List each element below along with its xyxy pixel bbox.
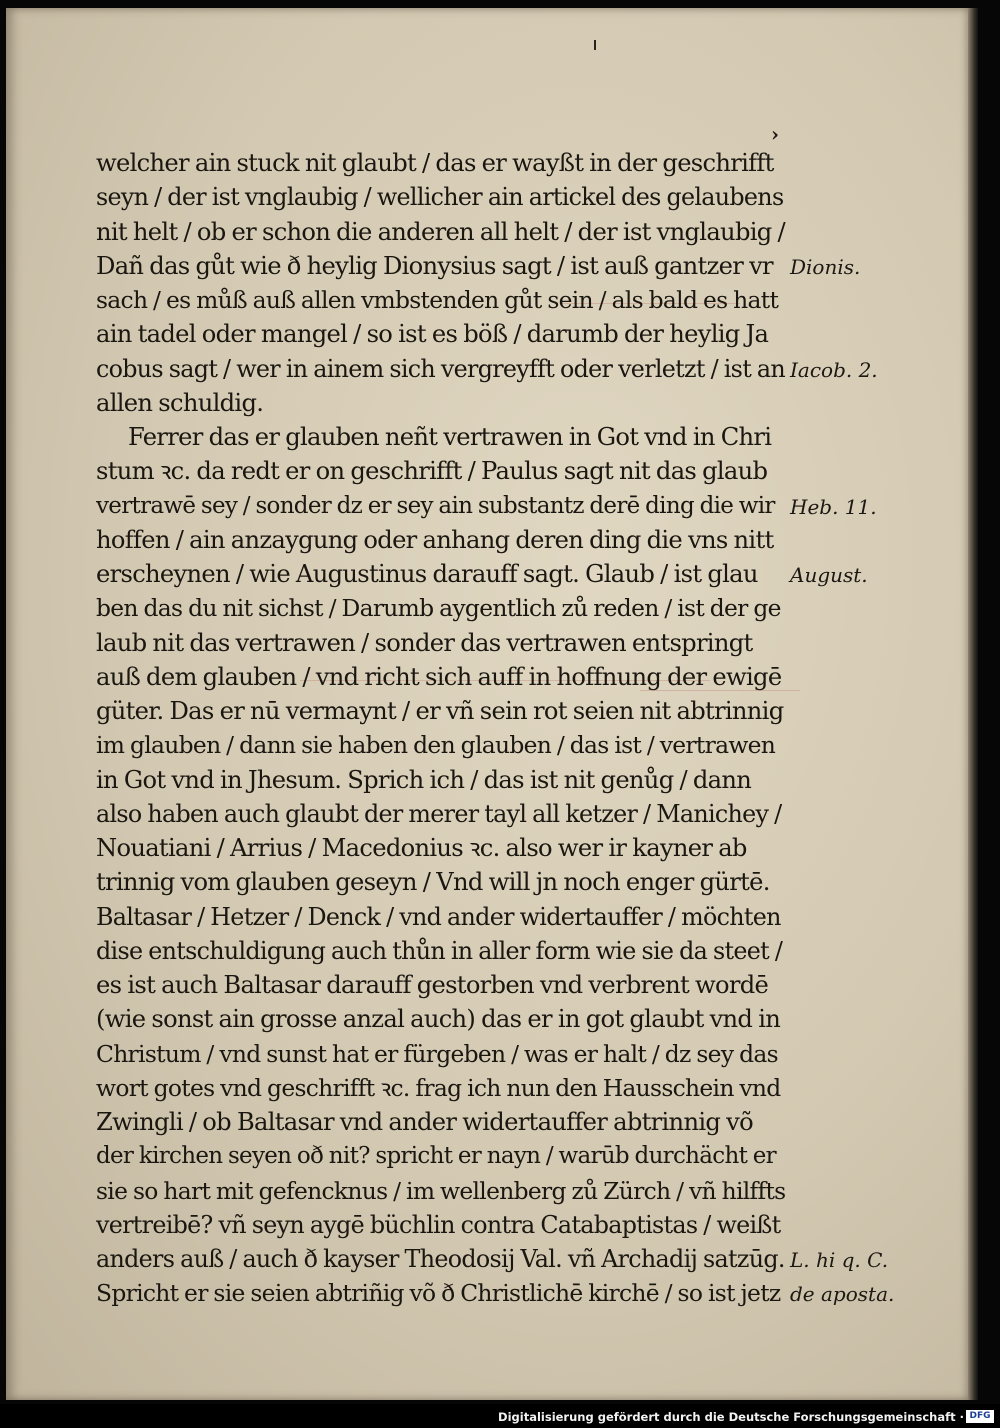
text-line: im glauben / dann sie haben den glauben / das ist / vertrawen: [96, 731, 776, 760]
margin-note: de aposta.: [790, 1282, 895, 1307]
text-line: Baltasar / Hetzer / Denck / vnd ander widertauffer / möchten: [96, 902, 781, 931]
text-line: trinnig vom glauben geseyn / Vnd will jn noch enger gürtē.: [96, 868, 770, 897]
text-line: laub nit das vertrawen / sonder das vertrawen entspringt: [96, 628, 753, 657]
margin-note: L. hi q. C.: [790, 1248, 889, 1272]
text-line: erscheynen / wie Augustinus darauff sagt. Glaub / ist glau: [96, 560, 758, 588]
text-line: in Got vnd in Jhesum. Sprich ich / das ist nit genůg / dann: [96, 765, 752, 794]
text-line: ain tadel oder mangel / so ist es böß / darumb der heylig Ja: [96, 320, 769, 349]
text-line: allen schuldig.: [96, 388, 264, 417]
text-line: anders auß / auch ð kayser Theodosij Val. vñ Archadij satzūg.: [96, 1245, 785, 1273]
text-line: Nouatiani / Arrius / Macedonius ꝛc. also wer ir kayner ab: [96, 834, 747, 862]
text-line: auß dem glauben / vnd richt sich auff in hoffnung der ewigē: [96, 662, 782, 691]
text-line: es ist auch Baltasar darauff gestorben vnd verbrent wordē: [96, 971, 769, 999]
text-line: sach / es můß auß allen vmbstenden gůt sein / als bald es hatt: [96, 286, 779, 314]
text-line: hoffen / ain anzaygung oder anhang deren ding die vns nitt: [96, 525, 774, 554]
text-line: Dañ das gůt wie ð heylig Dionysius sagt / ist auß gantzer vr: [96, 251, 773, 280]
text-line: Spricht er sie seien abtriñig võ ð Christlichē kirchē / so ist jetz: [96, 1279, 781, 1308]
text-line: wort gotes vnd geschrifft ꝛc. frag ich nun den Hausschein vnd: [96, 1073, 781, 1102]
text-line: vertreibē? vñ seyn aygē büchlin contra Catabaptistas / weißt: [96, 1210, 781, 1239]
text-line: cobus sagt / wer in ainem sich vergreyfft oder verletzt / ist an: [96, 354, 786, 383]
text-line: Christum / vnd sunst hat er fürgeben / was er halt / dz sey das: [96, 1039, 778, 1068]
top-mark: [594, 40, 596, 50]
text-line: nit helt / ob er schon die anderen all helt / der ist vnglaubig /: [96, 217, 785, 246]
margin-note: Iacob. 2.: [790, 357, 878, 382]
text-line: ben das du nit sichst / Darumb aygentlich zů reden / ist der ge: [96, 594, 781, 623]
footer-separator: ·: [959, 1410, 964, 1424]
text-line: güter. Das er nū vermaynt / er vñ sein rot seien nit abtrinnig: [96, 697, 784, 725]
footer-credit-text: Digitalisierung gefördert durch die Deutsche Forschungsgemeinschaft: [498, 1410, 956, 1424]
text-line: also haben auch glaubt der merer tayl all ketzer / Manichey /: [96, 799, 782, 828]
text-line: vertrawē sey / sonder dz er sey ain substantz derē ding die wir: [96, 492, 775, 519]
text-line: Zwingli / ob Baltasar vnd ander widertauffer abtrinnig võ: [96, 1108, 753, 1136]
text-line: Ferrer das er glauben neñt vertrawen in Got vnd in Chri: [128, 423, 772, 451]
page-edge-shadow: [968, 8, 978, 1400]
catchword-mark: ›: [771, 122, 779, 146]
dfg-logo: DFG: [966, 1410, 994, 1423]
text-line: stum ꝛc. da redt er on geschrifft / Paulus sagt nit das glaub: [96, 457, 768, 486]
body-text: [96, 146, 786, 1311]
text-line: seyn / der ist vnglaubig / wellicher ain artickel des gelaubens: [96, 183, 784, 212]
text-line: (wie sonst ain grosse anzal auch) das er in got glaubt vnd in: [96, 1005, 781, 1034]
text-line: der kirchen seyen oð nit? spricht er nayn / warūb durchächt er: [96, 1143, 776, 1170]
text-line: sie so hart mit gefencknus / im wellenberg zů Zürch / vñ hilffts: [96, 1176, 786, 1205]
text-line: dise entschuldigung auch thůn in aller form wie sie da steet /: [96, 936, 783, 965]
footer-credit: [498, 1410, 964, 1424]
margin-note: August.: [790, 563, 868, 587]
margin-note: Dionis.: [790, 254, 861, 279]
margin-note: Heb. 11.: [790, 494, 877, 519]
text-line: welcher ain stuck nit glaubt / das er wayßt in der geschrifft: [96, 149, 774, 177]
